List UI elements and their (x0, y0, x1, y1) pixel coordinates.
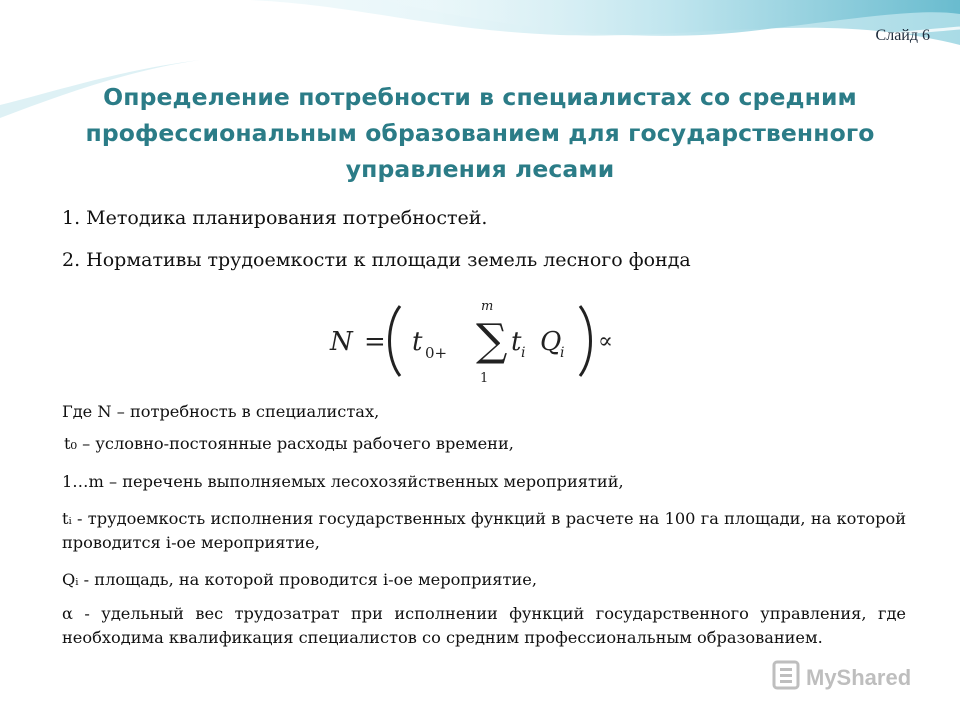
slide-title: Определение потребности в специалистах со средним профессиональным образованием для государственного управления лесами (85, 83, 875, 183)
ti-description: - трудоемкость исполнения государственных функций в расчете на 100 га площади, на которой проводится i-ое мероприятие, (62, 509, 906, 552)
formula-N: N (330, 327, 353, 357)
ti-symbol: tᵢ (62, 509, 72, 528)
qi-description: - площадь, на которой проводится i-ое мероприятие, (78, 570, 537, 589)
svg-text:MyShared: MyShared (806, 665, 912, 690)
formula-Qi: Q (540, 327, 562, 357)
formula-t0-sub: 0+ (425, 344, 448, 362)
myshared-watermark (770, 656, 930, 696)
definition-t0: t₀ – условно-постоянные расходы рабочего времени, (64, 434, 514, 453)
definition-n: Где N – потребность в специалистах, (62, 402, 380, 421)
qi-symbol: Qᵢ (62, 570, 79, 589)
formula-ti: t (511, 327, 522, 357)
definition-alpha: α - удельный вес трудозатрат при исполнении функций государственного управления, где необходима квалификация специалистов со средним профессиональным образованием. (62, 604, 906, 647)
definition-range: 1…m – перечень выполняемых лесохозяйственных мероприятий, (62, 472, 624, 491)
slide-number: Слайд 6 (875, 27, 930, 44)
list-item-1: 1. Методика планирования потребностей. (62, 207, 488, 229)
formula-sum-bottom: 1 (480, 371, 489, 384)
definition-qi (62, 568, 906, 592)
formula-sum-top: m (481, 299, 494, 314)
formula-t0: t (412, 327, 423, 357)
formula-sigma: ∑ (476, 315, 508, 366)
formula (328, 296, 628, 384)
list-item-2: 2. Нормативы трудоемкости к площади земель лесного фонда (62, 249, 691, 271)
formula-ti-sub: i (521, 345, 526, 361)
formula-qi-sub: i (560, 345, 565, 361)
formula-equals: = (364, 327, 386, 357)
definition-ti (62, 507, 906, 555)
formula-alpha: ∝ (598, 329, 613, 354)
